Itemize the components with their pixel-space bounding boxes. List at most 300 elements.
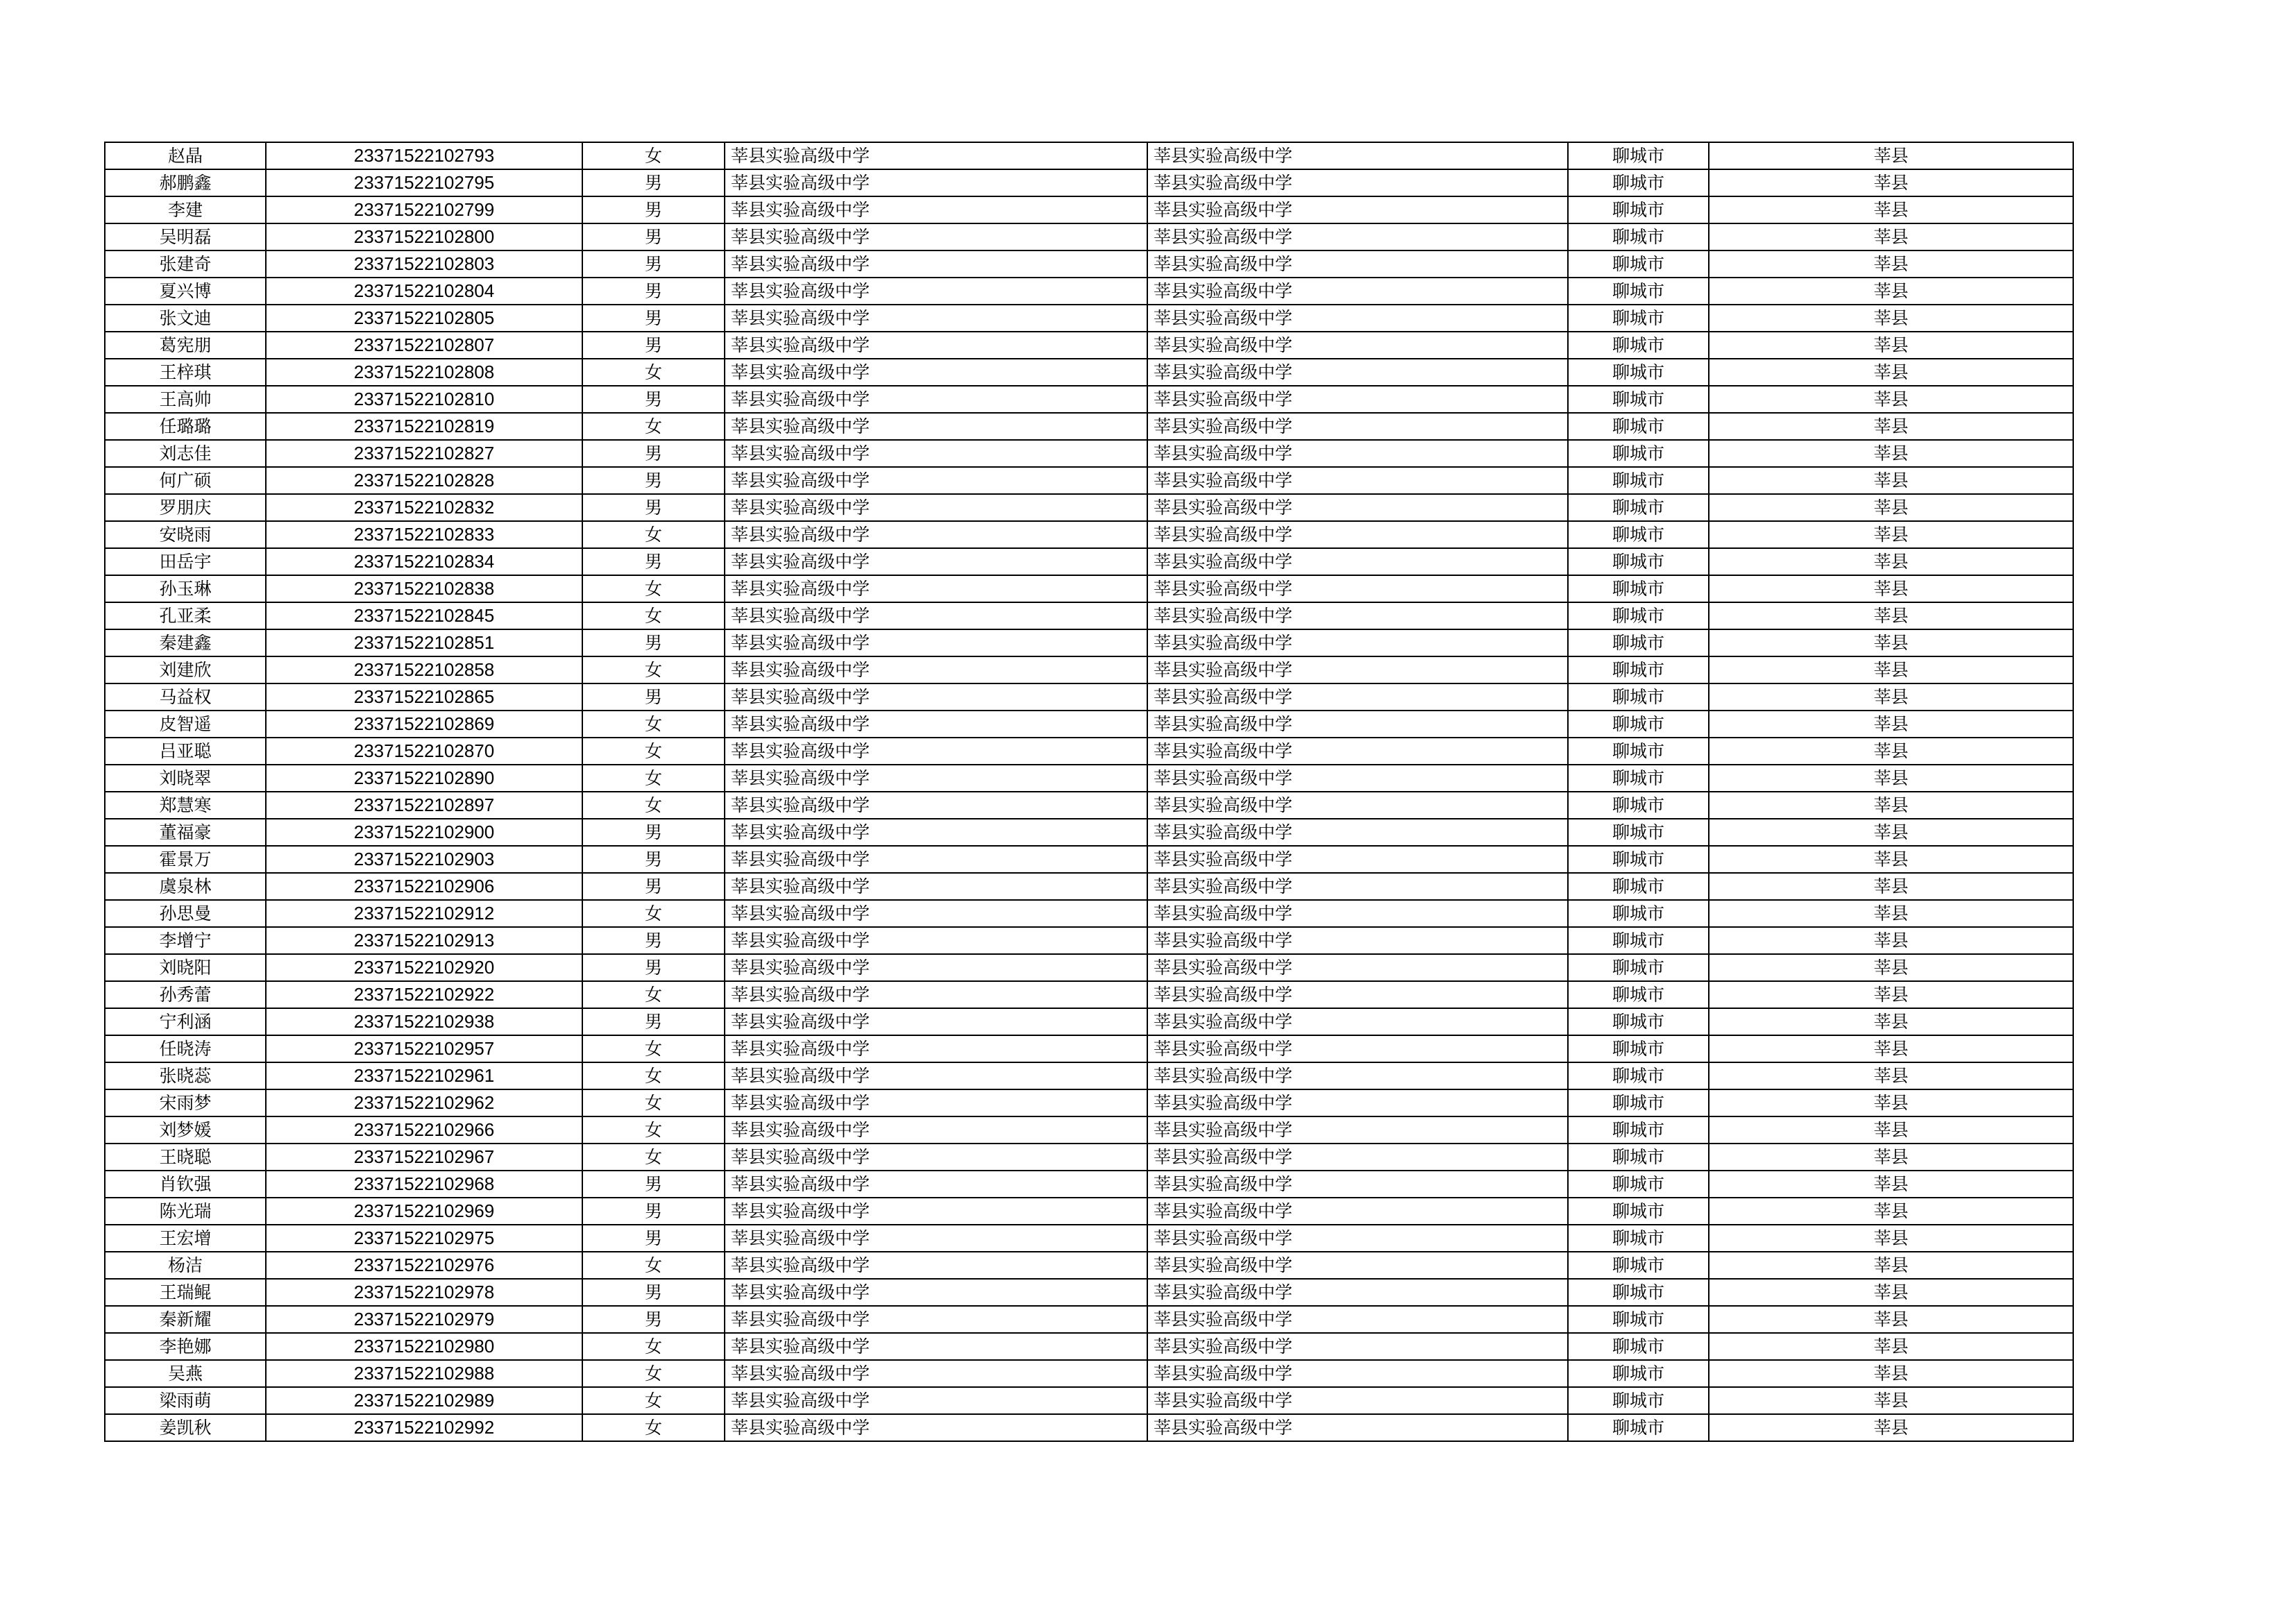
exam-number-cell: 23371522102807 [266,332,582,359]
city-cell: 聊城市 [1568,142,1709,169]
table-row [105,1198,2073,1225]
table-row [105,1144,2073,1171]
student-name-cell: 张文迪 [105,305,266,332]
student-name-cell: 何广硕 [105,467,266,494]
gender-cell: 女 [582,1144,725,1171]
exam-school-cell: 莘县实验高级中学 [1147,602,1568,629]
gender-cell: 女 [582,521,725,548]
table-row [105,278,2073,305]
gender-cell: 男 [582,927,725,954]
gender-cell: 女 [582,900,725,927]
school-cell: 莘县实验高级中学 [725,1414,1147,1441]
student-name-cell: 张晓蕊 [105,1062,266,1089]
gender-cell: 女 [582,656,725,683]
table-row [105,954,2073,981]
exam-number-cell: 23371522102833 [266,521,582,548]
school-cell: 莘县实验高级中学 [725,440,1147,467]
exam-school-cell: 莘县实验高级中学 [1147,738,1568,765]
student-name-cell: 宁利涵 [105,1008,266,1035]
city-cell: 聊城市 [1568,1225,1709,1252]
city-cell: 聊城市 [1568,738,1709,765]
exam-school-cell: 莘县实验高级中学 [1147,819,1568,846]
exam-number-cell: 23371522102992 [266,1414,582,1441]
student-name-cell: 王高帅 [105,386,266,413]
student-name-cell: 王宏增 [105,1225,266,1252]
school-cell: 莘县实验高级中学 [725,1306,1147,1333]
exam-number-cell: 23371522102808 [266,359,582,386]
school-cell: 莘县实验高级中学 [725,846,1147,873]
table-row [105,900,2073,927]
county-cell: 莘县 [1709,250,2073,278]
exam-number-cell: 23371522102903 [266,846,582,873]
student-name-cell: 刘晓阳 [105,954,266,981]
table-row [105,1414,2073,1441]
city-cell: 聊城市 [1568,819,1709,846]
table-row [105,927,2073,954]
student-name-cell: 赵晶 [105,142,266,169]
county-cell: 莘县 [1709,1360,2073,1387]
school-cell: 莘县实验高级中学 [725,196,1147,223]
exam-number-cell: 23371522102897 [266,792,582,819]
table-row [105,1062,2073,1089]
exam-school-cell: 莘县实验高级中学 [1147,1333,1568,1360]
school-cell: 莘县实验高级中学 [725,954,1147,981]
exam-school-cell: 莘县实验高级中学 [1147,1225,1568,1252]
school-cell: 莘县实验高级中学 [725,1144,1147,1171]
student-name-cell: 王瑞鲲 [105,1279,266,1306]
city-cell: 聊城市 [1568,1279,1709,1306]
exam-number-cell: 23371522102870 [266,738,582,765]
student-name-cell: 李增宁 [105,927,266,954]
student-name-cell: 李建 [105,196,266,223]
exam-school-cell: 莘县实验高级中学 [1147,1144,1568,1171]
table-row [105,548,2073,575]
exam-number-cell: 23371522102838 [266,575,582,602]
exam-school-cell: 莘县实验高级中学 [1147,359,1568,386]
exam-school-cell: 莘县实验高级中学 [1147,305,1568,332]
city-cell: 聊城市 [1568,846,1709,873]
exam-school-cell: 莘县实验高级中学 [1147,1198,1568,1225]
city-cell: 聊城市 [1568,765,1709,792]
student-name-cell: 梁雨萌 [105,1387,266,1414]
exam-school-cell: 莘县实验高级中学 [1147,1035,1568,1062]
gender-cell: 女 [582,1089,725,1116]
exam-number-cell: 23371522102805 [266,305,582,332]
gender-cell: 女 [582,575,725,602]
gender-cell: 男 [582,1171,725,1198]
gender-cell: 女 [582,413,725,440]
city-cell: 聊城市 [1568,494,1709,521]
gender-cell: 女 [582,359,725,386]
gender-cell: 男 [582,169,725,196]
table-row [105,494,2073,521]
city-cell: 聊城市 [1568,1306,1709,1333]
exam-number-cell: 23371522102832 [266,494,582,521]
school-cell: 莘县实验高级中学 [725,683,1147,711]
gender-cell: 男 [582,196,725,223]
gender-cell: 男 [582,1198,725,1225]
exam-school-cell: 莘县实验高级中学 [1147,440,1568,467]
exam-school-cell: 莘县实验高级中学 [1147,792,1568,819]
table-row [105,467,2073,494]
county-cell: 莘县 [1709,792,2073,819]
table-row [105,1252,2073,1279]
city-cell: 聊城市 [1568,1062,1709,1089]
student-name-cell: 任晓涛 [105,1035,266,1062]
exam-school-cell: 莘县实验高级中学 [1147,683,1568,711]
gender-cell: 女 [582,1035,725,1062]
county-cell: 莘县 [1709,548,2073,575]
county-cell: 莘县 [1709,1306,2073,1333]
exam-school-cell: 莘县实验高级中学 [1147,846,1568,873]
school-cell: 莘县实验高级中学 [725,1116,1147,1144]
gender-cell: 男 [582,629,725,656]
school-cell: 莘县实验高级中学 [725,765,1147,792]
roster-body [105,142,2073,1441]
school-cell: 莘县实验高级中学 [725,1252,1147,1279]
county-cell: 莘县 [1709,1333,2073,1360]
school-cell: 莘县实验高级中学 [725,169,1147,196]
city-cell: 聊城市 [1568,1198,1709,1225]
student-name-cell: 孔亚柔 [105,602,266,629]
table-row [105,1225,2073,1252]
exam-number-cell: 23371522102858 [266,656,582,683]
city-cell: 聊城市 [1568,1008,1709,1035]
exam-school-cell: 莘县实验高级中学 [1147,575,1568,602]
exam-number-cell: 23371522102979 [266,1306,582,1333]
city-cell: 聊城市 [1568,278,1709,305]
table-row [105,1387,2073,1414]
table-row [105,1116,2073,1144]
exam-school-cell: 莘县实验高级中学 [1147,765,1568,792]
county-cell: 莘县 [1709,1171,2073,1198]
city-cell: 聊城市 [1568,1414,1709,1441]
county-cell: 莘县 [1709,467,2073,494]
student-name-cell: 任璐璐 [105,413,266,440]
exam-number-cell: 23371522102967 [266,1144,582,1171]
table-row [105,792,2073,819]
city-cell: 聊城市 [1568,981,1709,1008]
gender-cell: 男 [582,1279,725,1306]
exam-school-cell: 莘县实验高级中学 [1147,1279,1568,1306]
table-row [105,332,2073,359]
city-cell: 聊城市 [1568,873,1709,900]
exam-school-cell: 莘县实验高级中学 [1147,1360,1568,1387]
city-cell: 聊城市 [1568,1360,1709,1387]
exam-number-cell: 23371522102795 [266,169,582,196]
county-cell: 莘县 [1709,1144,2073,1171]
county-cell: 莘县 [1709,413,2073,440]
city-cell: 聊城市 [1568,1387,1709,1414]
exam-school-cell: 莘县实验高级中学 [1147,386,1568,413]
gender-cell: 女 [582,981,725,1008]
student-name-cell: 皮智遥 [105,711,266,738]
gender-cell: 女 [582,711,725,738]
school-cell: 莘县实验高级中学 [725,738,1147,765]
county-cell: 莘县 [1709,332,2073,359]
county-cell: 莘县 [1709,1414,2073,1441]
student-name-cell: 王梓琪 [105,359,266,386]
student-name-cell: 孙思曼 [105,900,266,927]
county-cell: 莘县 [1709,765,2073,792]
gender-cell: 男 [582,250,725,278]
school-cell: 莘县实验高级中学 [725,900,1147,927]
school-cell: 莘县实验高级中学 [725,521,1147,548]
school-cell: 莘县实验高级中学 [725,1008,1147,1035]
table-row [105,169,2073,196]
county-cell: 莘县 [1709,575,2073,602]
exam-school-cell: 莘县实验高级中学 [1147,548,1568,575]
county-cell: 莘县 [1709,440,2073,467]
exam-number-cell: 23371522102962 [266,1089,582,1116]
school-cell: 莘县实验高级中学 [725,1171,1147,1198]
exam-school-cell: 莘县实验高级中学 [1147,521,1568,548]
exam-school-cell: 莘县实验高级中学 [1147,142,1568,169]
county-cell: 莘县 [1709,521,2073,548]
exam-number-cell: 23371522102803 [266,250,582,278]
school-cell: 莘县实验高级中学 [725,1333,1147,1360]
table-row [105,1035,2073,1062]
city-cell: 聊城市 [1568,656,1709,683]
exam-school-cell: 莘县实验高级中学 [1147,169,1568,196]
student-name-cell: 董福豪 [105,819,266,846]
student-roster-table [104,142,2074,1442]
exam-school-cell: 莘县实验高级中学 [1147,250,1568,278]
table-row [105,386,2073,413]
county-cell: 莘县 [1709,602,2073,629]
table-row [105,981,2073,1008]
city-cell: 聊城市 [1568,413,1709,440]
exam-number-cell: 23371522102912 [266,900,582,927]
gender-cell: 男 [582,278,725,305]
county-cell: 莘县 [1709,683,2073,711]
school-cell: 莘县实验高级中学 [725,1198,1147,1225]
table-row [105,1089,2073,1116]
county-cell: 莘县 [1709,846,2073,873]
school-cell: 莘县实验高级中学 [725,629,1147,656]
table-row [105,413,2073,440]
student-name-cell: 郝鹏鑫 [105,169,266,196]
school-cell: 莘县实验高级中学 [725,142,1147,169]
gender-cell: 男 [582,332,725,359]
table-row [105,575,2073,602]
student-name-cell: 吕亚聪 [105,738,266,765]
student-name-cell: 吴明磊 [105,223,266,250]
county-cell: 莘县 [1709,196,2073,223]
student-name-cell: 霍景万 [105,846,266,873]
student-name-cell: 陈光瑞 [105,1198,266,1225]
gender-cell: 女 [582,792,725,819]
exam-number-cell: 23371522102890 [266,765,582,792]
city-cell: 聊城市 [1568,792,1709,819]
student-name-cell: 吴燕 [105,1360,266,1387]
city-cell: 聊城市 [1568,467,1709,494]
exam-school-cell: 莘县实验高级中学 [1147,278,1568,305]
exam-number-cell: 23371522102906 [266,873,582,900]
school-cell: 莘县实验高级中学 [725,332,1147,359]
student-name-cell: 秦建鑫 [105,629,266,656]
exam-school-cell: 莘县实验高级中学 [1147,1306,1568,1333]
city-cell: 聊城市 [1568,548,1709,575]
school-cell: 莘县实验高级中学 [725,1360,1147,1387]
student-name-cell: 安晓雨 [105,521,266,548]
gender-cell: 男 [582,386,725,413]
exam-number-cell: 23371522102800 [266,223,582,250]
table-row [105,711,2073,738]
school-cell: 莘县实验高级中学 [725,1035,1147,1062]
student-name-cell: 葛宪朋 [105,332,266,359]
exam-number-cell: 23371522102827 [266,440,582,467]
table-row [105,819,2073,846]
student-name-cell: 田岳宇 [105,548,266,575]
table-row [105,1333,2073,1360]
exam-number-cell: 23371522102922 [266,981,582,1008]
city-cell: 聊城市 [1568,927,1709,954]
student-name-cell: 虞泉林 [105,873,266,900]
table-row [105,223,2073,250]
county-cell: 莘县 [1709,1062,2073,1089]
county-cell: 莘县 [1709,711,2073,738]
city-cell: 聊城市 [1568,1035,1709,1062]
county-cell: 莘县 [1709,873,2073,900]
exam-number-cell: 23371522102810 [266,386,582,413]
county-cell: 莘县 [1709,494,2073,521]
table-row [105,1008,2073,1035]
gender-cell: 男 [582,1306,725,1333]
city-cell: 聊城市 [1568,305,1709,332]
exam-school-cell: 莘县实验高级中学 [1147,494,1568,521]
table-row [105,683,2073,711]
gender-cell: 女 [582,1116,725,1144]
school-cell: 莘县实验高级中学 [725,1225,1147,1252]
school-cell: 莘县实验高级中学 [725,1089,1147,1116]
county-cell: 莘县 [1709,1116,2073,1144]
student-name-cell: 杨洁 [105,1252,266,1279]
table-row [105,1306,2073,1333]
gender-cell: 女 [582,1252,725,1279]
student-name-cell: 王晓聪 [105,1144,266,1171]
table-row [105,738,2073,765]
table-row [105,250,2073,278]
student-name-cell: 张建奇 [105,250,266,278]
exam-school-cell: 莘县实验高级中学 [1147,1252,1568,1279]
table-row [105,305,2073,332]
county-cell: 莘县 [1709,927,2073,954]
student-name-cell: 孙玉琳 [105,575,266,602]
gender-cell: 男 [582,223,725,250]
county-cell: 莘县 [1709,1225,2073,1252]
city-cell: 聊城市 [1568,602,1709,629]
exam-number-cell: 23371522102804 [266,278,582,305]
exam-school-cell: 莘县实验高级中学 [1147,1008,1568,1035]
school-cell: 莘县实验高级中学 [725,548,1147,575]
table-row [105,196,2073,223]
city-cell: 聊城市 [1568,683,1709,711]
exam-number-cell: 23371522102969 [266,1198,582,1225]
county-cell: 莘县 [1709,1198,2073,1225]
city-cell: 聊城市 [1568,629,1709,656]
city-cell: 聊城市 [1568,223,1709,250]
city-cell: 聊城市 [1568,1333,1709,1360]
exam-school-cell: 莘县实验高级中学 [1147,873,1568,900]
student-name-cell: 孙秀蕾 [105,981,266,1008]
gender-cell: 女 [582,142,725,169]
student-name-cell: 刘晓翠 [105,765,266,792]
student-name-cell: 罗朋庆 [105,494,266,521]
exam-number-cell: 23371522102900 [266,819,582,846]
gender-cell: 男 [582,440,725,467]
student-name-cell: 姜凯秋 [105,1414,266,1441]
exam-school-cell: 莘县实验高级中学 [1147,223,1568,250]
gender-cell: 女 [582,738,725,765]
school-cell: 莘县实验高级中学 [725,305,1147,332]
school-cell: 莘县实验高级中学 [725,467,1147,494]
gender-cell: 女 [582,765,725,792]
exam-number-cell: 23371522102913 [266,927,582,954]
gender-cell: 男 [582,873,725,900]
county-cell: 莘县 [1709,1387,2073,1414]
school-cell: 莘县实验高级中学 [725,1279,1147,1306]
city-cell: 聊城市 [1568,954,1709,981]
school-cell: 莘县实验高级中学 [725,223,1147,250]
gender-cell: 男 [582,846,725,873]
exam-number-cell: 23371522102793 [266,142,582,169]
exam-school-cell: 莘县实验高级中学 [1147,1116,1568,1144]
school-cell: 莘县实验高级中学 [725,792,1147,819]
gender-cell: 男 [582,819,725,846]
exam-school-cell: 莘县实验高级中学 [1147,1171,1568,1198]
student-name-cell: 马益权 [105,683,266,711]
student-name-cell: 郑慧寒 [105,792,266,819]
gender-cell: 女 [582,602,725,629]
exam-number-cell: 23371522102966 [266,1116,582,1144]
table-row [105,359,2073,386]
school-cell: 莘县实验高级中学 [725,819,1147,846]
exam-school-cell: 莘县实验高级中学 [1147,927,1568,954]
exam-number-cell: 23371522102980 [266,1333,582,1360]
table-row [105,765,2073,792]
gender-cell: 女 [582,1360,725,1387]
exam-number-cell: 23371522102869 [266,711,582,738]
county-cell: 莘县 [1709,278,2073,305]
gender-cell: 女 [582,1414,725,1441]
school-cell: 莘县实验高级中学 [725,981,1147,1008]
exam-number-cell: 23371522102845 [266,602,582,629]
exam-school-cell: 莘县实验高级中学 [1147,1387,1568,1414]
table-row [105,1360,2073,1387]
exam-school-cell: 莘县实验高级中学 [1147,332,1568,359]
school-cell: 莘县实验高级中学 [725,711,1147,738]
gender-cell: 男 [582,1008,725,1035]
exam-school-cell: 莘县实验高级中学 [1147,981,1568,1008]
county-cell: 莘县 [1709,738,2073,765]
school-cell: 莘县实验高级中学 [725,1062,1147,1089]
county-cell: 莘县 [1709,305,2073,332]
school-cell: 莘县实验高级中学 [725,278,1147,305]
student-name-cell: 秦新耀 [105,1306,266,1333]
city-cell: 聊城市 [1568,440,1709,467]
city-cell: 聊城市 [1568,196,1709,223]
gender-cell: 男 [582,1225,725,1252]
school-cell: 莘县实验高级中学 [725,494,1147,521]
city-cell: 聊城市 [1568,169,1709,196]
county-cell: 莘县 [1709,386,2073,413]
student-name-cell: 夏兴博 [105,278,266,305]
table-row [105,1171,2073,1198]
exam-number-cell: 23371522102920 [266,954,582,981]
city-cell: 聊城市 [1568,1089,1709,1116]
city-cell: 聊城市 [1568,1171,1709,1198]
